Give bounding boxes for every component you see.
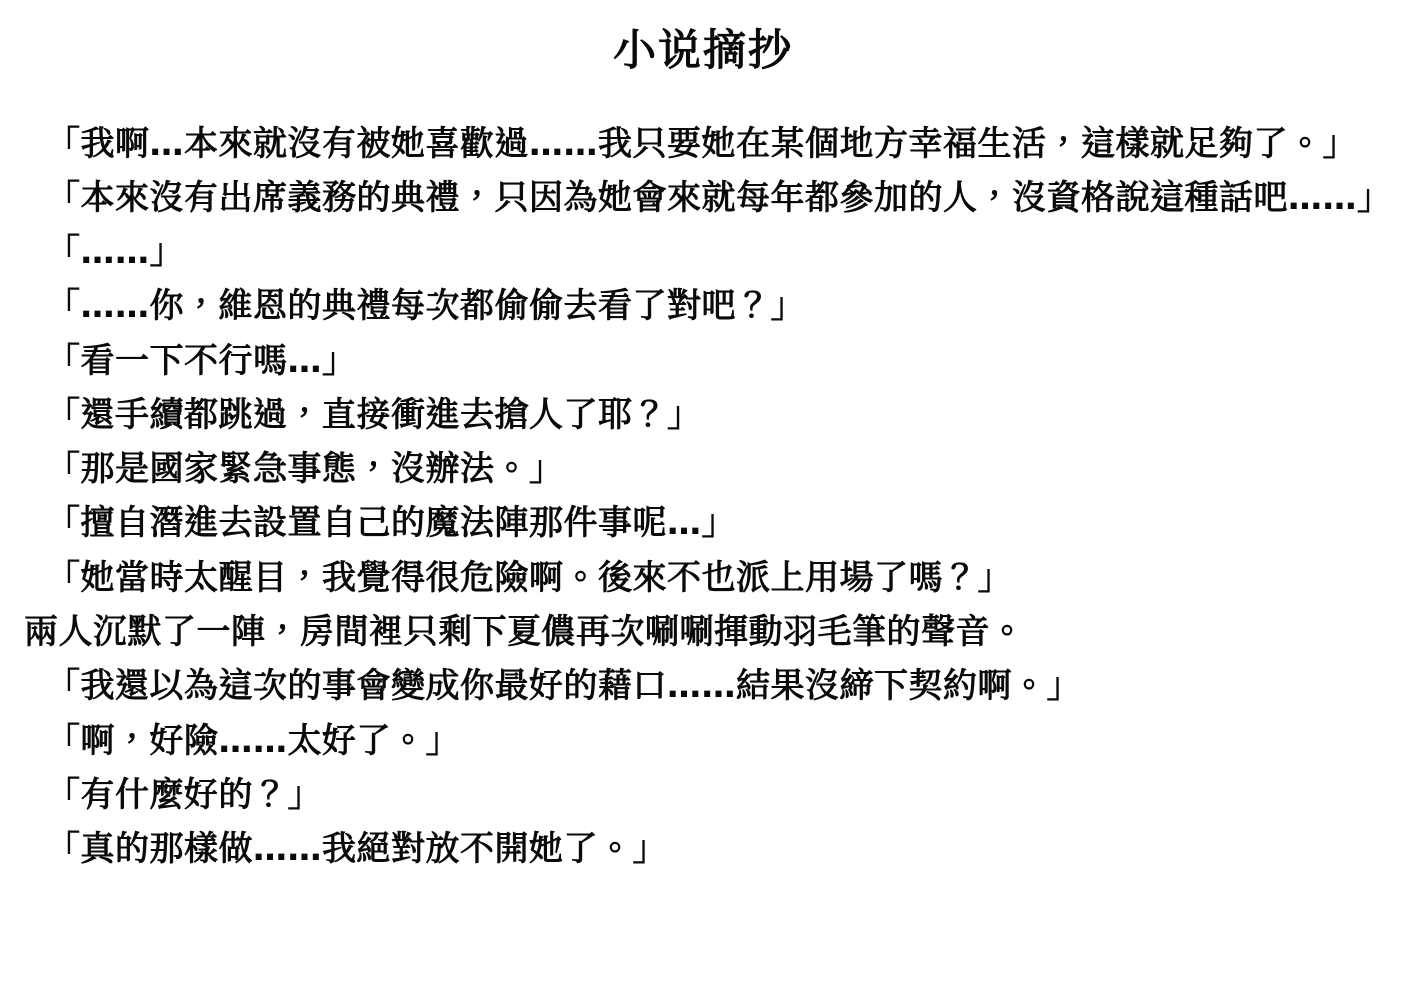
text-line: 「還手續都跳過，直接衝進去搶人了耶？」 — [46, 394, 702, 435]
text-line: 「啊，好險……太好了。」 — [46, 720, 460, 761]
page-title: 小说摘抄 — [613, 26, 793, 76]
document-body — [24, 120, 1392, 874]
text-line: 「我啊…本來就沒有被她喜歡過……我只要她在某個地方幸福生活，這樣就足夠了。」 — [46, 123, 1357, 164]
text-line: 「……你，維恩的典禮每次都偷偷去看了對吧？」 — [46, 286, 805, 327]
text-line: 「看一下不行嗎…」 — [46, 340, 357, 381]
text-line: 「擅自潛進去設置自己的魔法陣那件事呢…」 — [46, 503, 736, 544]
text-line: 「有什麼好的？」 — [46, 774, 322, 815]
text-line: 「本來沒有出席義務的典禮，只因為她會來就每年都參加的人，沒資格說這種話吧……」 — [46, 177, 1392, 218]
text-line: 「……」 — [46, 232, 184, 273]
text-line: 「我還以為這次的事會變成你最好的藉口……結果沒締下契約啊。」 — [46, 666, 1081, 707]
text-line: 兩人沉默了一陣，房間裡只剩下夏儂再次唰唰揮動羽毛筆的聲音。 — [24, 611, 1025, 652]
text-line: 「真的那樣做……我絕對放不開她了。」 — [46, 829, 667, 870]
text-line: 「那是國家緊急事態，沒辦法。」 — [46, 449, 564, 490]
text-line: 「她當時太醒目，我覺得很危險啊。後來不也派上用場了嗎？」 — [46, 557, 1012, 598]
